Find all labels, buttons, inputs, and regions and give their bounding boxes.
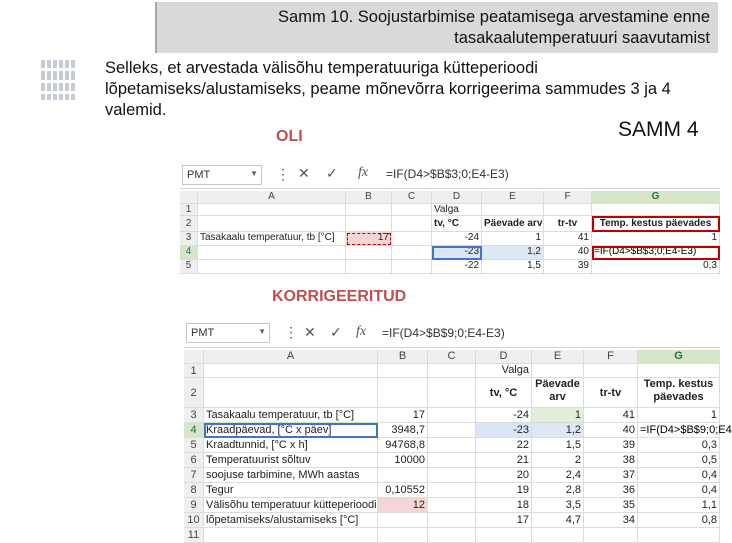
row-header[interactable]: 3	[180, 232, 198, 246]
cell-E4[interactable]: 1,2	[482, 246, 544, 260]
cell-G4[interactable]: =IF(D4>$B$9;0;E4	[640, 424, 732, 436]
cell-B1[interactable]	[378, 364, 428, 378]
row-header[interactable]: 3	[184, 408, 204, 423]
cell-D10[interactable]: 17	[476, 513, 532, 528]
chevron-down-icon[interactable]: ▼	[258, 327, 266, 336]
row-header[interactable]: 1	[184, 364, 204, 378]
chevron-down-icon[interactable]: ▼	[250, 169, 258, 178]
cell-E3[interactable]: 1	[482, 232, 544, 246]
name-box[interactable]: PMT ▼	[182, 165, 262, 185]
cell-D5[interactable]: -22	[432, 260, 482, 274]
cell-B2[interactable]	[378, 378, 428, 408]
slide-sidebar	[0, 0, 100, 540]
cell-A10[interactable]: lõpetamiseks/alustamiseks [°C]	[204, 513, 378, 528]
cell-G11[interactable]	[638, 528, 720, 543]
cell-D4[interactable]: -23	[476, 423, 532, 438]
confirm-icon[interactable]: ✓	[330, 324, 342, 340]
row-header[interactable]: 2	[184, 378, 204, 408]
column-header[interactable]: B	[346, 191, 392, 204]
table-row	[180, 216, 720, 232]
cell-B8[interactable]: 0,10552	[378, 483, 428, 498]
table-row	[180, 260, 720, 274]
spreadsheet-old	[180, 161, 720, 275]
table-row	[180, 204, 720, 216]
column-header[interactable]: D	[432, 191, 482, 204]
table-row	[184, 423, 732, 438]
cell-B10[interactable]	[378, 513, 428, 528]
row-header[interactable]: 8	[184, 483, 204, 498]
cell-F7[interactable]: 37	[584, 468, 638, 483]
sidebar-band	[0, 0, 100, 50]
column-header[interactable]: E	[482, 191, 544, 204]
table-row	[180, 246, 720, 260]
cell-B4[interactable]: 3948,7	[378, 423, 428, 438]
cell-G3[interactable]: 1	[592, 232, 720, 246]
column-header[interactable]: A	[204, 350, 378, 364]
cell-D11[interactable]	[476, 528, 532, 543]
cell-C5[interactable]	[428, 438, 476, 453]
slide-title-line2: tasakaalutemperatuuri saavutamist	[454, 29, 710, 47]
cell-D1[interactable]: Valga	[476, 364, 532, 378]
function-icon[interactable]: fx	[358, 165, 369, 180]
column-header[interactable]: E	[532, 350, 584, 364]
cell-D1[interactable]: Valga	[432, 204, 482, 216]
cell-D8[interactable]: 19	[476, 483, 532, 498]
table-row	[184, 438, 720, 453]
cell-G10[interactable]: 0,8	[638, 513, 720, 528]
cell-G9[interactable]: 1,1	[638, 498, 720, 513]
cell-F6[interactable]: 38	[584, 453, 638, 468]
row-header[interactable]: 1	[180, 204, 198, 216]
cell-C8[interactable]	[428, 483, 476, 498]
formula-bar	[184, 318, 720, 348]
table-row	[180, 232, 720, 246]
cell-B9[interactable]: 12	[378, 498, 428, 513]
formula-input[interactable]: =IF(D4>$B$9;0;E4-E3)	[382, 326, 505, 340]
cell-C10[interactable]	[428, 513, 476, 528]
row-header[interactable]: 9	[184, 498, 204, 513]
cell-G1[interactable]	[638, 364, 720, 378]
cell-F1[interactable]	[584, 364, 638, 378]
cell-A1[interactable]	[204, 364, 378, 378]
row-header[interactable]: 10	[184, 513, 204, 528]
confirm-icon[interactable]: ✓	[326, 165, 338, 181]
function-icon[interactable]: fx	[356, 324, 367, 339]
cell-B3[interactable]: 17	[378, 408, 428, 423]
cell-A8[interactable]: Tegur	[204, 483, 378, 498]
university-logo-icon	[41, 60, 75, 100]
formula-input[interactable]: =IF(D4>$B$3;0;E4-E3)	[386, 167, 509, 181]
table-row	[184, 498, 720, 513]
cell-G3[interactable]: 1	[638, 408, 720, 423]
cell-A3[interactable]: Tasakaalu temperatuur, tb [°C]	[198, 232, 346, 246]
cell-E10[interactable]: 4,7	[532, 513, 584, 528]
column-header[interactable]: F	[584, 350, 638, 364]
cell-D9[interactable]: 18	[476, 498, 532, 513]
cell-A6[interactable]: Temperatuurist sõltuv	[204, 453, 378, 468]
cancel-icon[interactable]: ✕	[304, 324, 316, 340]
cell-E8[interactable]: 2,8	[532, 483, 584, 498]
cell-F5[interactable]: 39	[544, 260, 592, 274]
cell-C11[interactable]	[428, 528, 476, 543]
cell-D6[interactable]: 21	[476, 453, 532, 468]
table-row	[184, 483, 720, 498]
label-corrected: KORRIGEERITUD	[272, 288, 407, 305]
row-header[interactable]: 4	[184, 423, 204, 438]
table-row	[184, 408, 720, 423]
cell-C4[interactable]	[428, 423, 476, 438]
cell-F2[interactable]: tr-tv	[544, 216, 592, 232]
cell-F4[interactable]: 40	[544, 246, 592, 260]
cell-E11[interactable]	[532, 528, 584, 543]
cell-F9[interactable]: 35	[584, 498, 638, 513]
cell-D2[interactable]: tv, °C	[432, 216, 482, 232]
table-row	[184, 378, 720, 408]
cell-E6[interactable]: 2	[532, 453, 584, 468]
cell-C9[interactable]	[428, 498, 476, 513]
cell-C3[interactable]	[428, 408, 476, 423]
row-header[interactable]: 5	[184, 438, 204, 453]
cell-E3[interactable]: 1	[532, 408, 584, 423]
column-header[interactable]: D	[476, 350, 532, 364]
slide-title-bar	[155, 2, 718, 53]
cell-D4[interactable]: -23	[432, 246, 482, 260]
cancel-icon[interactable]: ✕	[298, 165, 310, 181]
column-header-row	[180, 191, 720, 204]
row-header[interactable]: 5	[180, 260, 198, 274]
cell-A7[interactable]: soojuse tarbimine, MWh aastas	[204, 468, 378, 483]
column-header[interactable]: G	[592, 191, 720, 204]
table-row	[184, 513, 720, 528]
cell-A2[interactable]	[204, 378, 378, 408]
formula-bar	[180, 161, 720, 189]
table-row	[184, 364, 720, 378]
step-label: SAMM 4	[618, 118, 699, 141]
cell-C6[interactable]	[428, 453, 476, 468]
cell-C7[interactable]	[428, 468, 476, 483]
cell-E9[interactable]: 3,5	[532, 498, 584, 513]
slide-title-line1: . Soojustarbimise peatamisega arvestamine enne	[348, 8, 710, 26]
column-header[interactable]: F	[544, 191, 592, 204]
slide-title-step: Samm 10	[278, 8, 349, 26]
cell-D5[interactable]: 22	[476, 438, 532, 453]
cell-A5[interactable]: Kraadtunnid, [°C x h]	[204, 438, 378, 453]
cell-E4[interactable]: 1,2	[532, 423, 584, 438]
cell-F4[interactable]: 40	[584, 423, 638, 438]
cell-D3[interactable]: -24	[476, 408, 532, 423]
cell-D2[interactable]: tv, °C	[476, 378, 532, 408]
name-box[interactable]: PMT ▼	[186, 323, 270, 343]
row-header[interactable]: 4	[180, 246, 198, 260]
cell-F2[interactable]: tr-tv	[584, 378, 638, 408]
cell-B11[interactable]	[378, 528, 428, 543]
column-header-row	[184, 350, 720, 364]
cell-G4[interactable]: =IF(D4>$B$3;0;E4-E3)	[592, 246, 720, 260]
cell-D7[interactable]: 20	[476, 468, 532, 483]
row-header[interactable]: 2	[180, 216, 198, 232]
cell-G2[interactable]: Temp. kestus päevades	[638, 378, 720, 408]
slide-title	[210, 7, 710, 49]
label-old: OLI	[276, 128, 303, 145]
cell-E1[interactable]	[532, 364, 584, 378]
cell-E5[interactable]: 1,5	[532, 438, 584, 453]
cell-A3[interactable]: Tasakaalu temperatuur, tb [°C]	[204, 408, 378, 423]
slide-body-text: Selleks, et arvestada välisõhu temperatuuriga kütteperioodi lõpetamiseks/alustamiseks, peame mõnevõrra korrigeerima sammudes 3 ja 4 valemid.	[105, 59, 671, 119]
spreadsheet-corrected	[184, 318, 732, 541]
cell-G8[interactable]: 0,4	[638, 483, 720, 498]
cell-G6[interactable]: 0,5	[638, 453, 720, 468]
cell-F5[interactable]: 39	[584, 438, 638, 453]
cell-B5[interactable]: 94768,8	[378, 438, 428, 453]
cell-C1[interactable]	[428, 364, 476, 378]
cell-B7[interactable]	[378, 468, 428, 483]
cell-A4[interactable]: Kraadpäevad, [°C x päev]	[204, 423, 378, 438]
cell-G2[interactable]: Temp. kestus päevades	[592, 216, 720, 232]
cell-E5[interactable]: 1,5	[482, 260, 544, 274]
cell-G7[interactable]: 0,4	[638, 468, 720, 483]
column-header[interactable]: A	[198, 191, 346, 204]
cell-B6[interactable]: 10000	[378, 453, 428, 468]
cell-D3[interactable]: -24	[432, 232, 482, 246]
row-header[interactable]: 6	[184, 453, 204, 468]
column-header[interactable]: C	[428, 350, 476, 364]
column-header[interactable]: B	[378, 350, 428, 364]
cell-A11[interactable]	[204, 528, 378, 543]
table-row	[184, 453, 720, 468]
row-header[interactable]: 7	[184, 468, 204, 483]
column-header[interactable]: G	[638, 350, 720, 364]
cell-F8[interactable]: 36	[584, 483, 638, 498]
row-header[interactable]: 11	[184, 528, 204, 543]
cell-G5[interactable]: 0,3	[638, 438, 720, 453]
more-options-icon[interactable]: ⋮	[284, 324, 298, 340]
cell-E2[interactable]: Päevade arv	[532, 378, 584, 408]
cell-E7[interactable]: 2,4	[532, 468, 584, 483]
more-options-icon[interactable]: ⋮	[276, 166, 290, 182]
table-row	[184, 528, 720, 543]
cell-F11[interactable]	[584, 528, 638, 543]
cell-A9[interactable]: Välisõhu temperatuur kütteperioodi	[206, 499, 377, 511]
cell-G5[interactable]: 0,3	[592, 260, 720, 274]
cell-F10[interactable]: 34	[584, 513, 638, 528]
table-row	[184, 468, 720, 483]
cell-E2[interactable]: Päevade arv	[482, 216, 544, 232]
cell-F3[interactable]: 41	[544, 232, 592, 246]
column-header[interactable]: C	[392, 191, 432, 204]
cell-C2[interactable]	[428, 378, 476, 408]
cell-B3[interactable]: 17	[346, 232, 392, 246]
cell-F3[interactable]: 41	[584, 408, 638, 423]
